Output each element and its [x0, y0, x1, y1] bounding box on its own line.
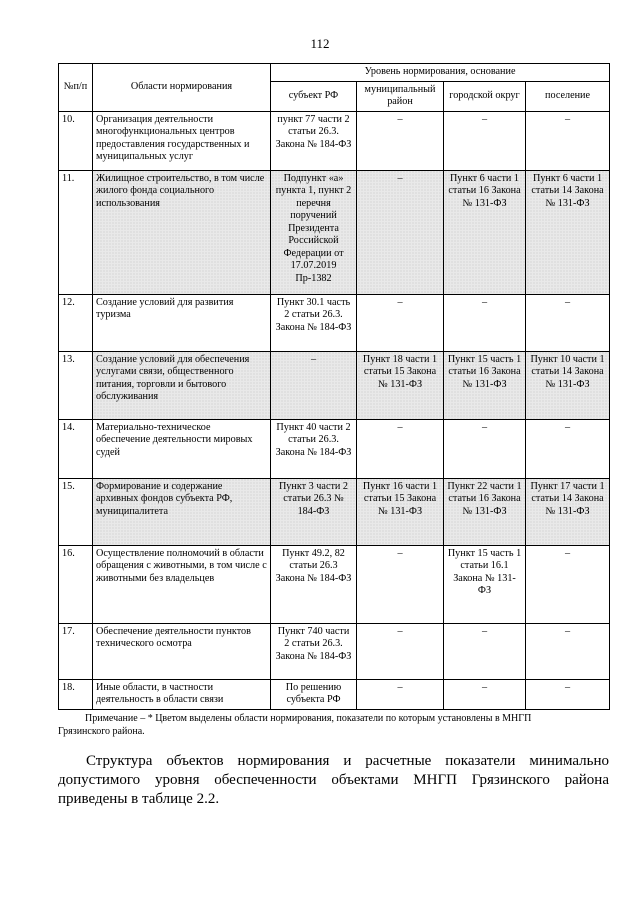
cell-settlement: – — [526, 419, 610, 478]
cell-municipal: Пункт 16 части 1 статьи 15 Закона № 131-ФЗ — [357, 478, 444, 545]
cell-num: 13. — [59, 351, 93, 419]
cell-municipal: – — [357, 623, 444, 679]
cell-area: Формирование и содержание архивных фондов субъекта РФ, муниципалитета — [93, 478, 271, 545]
cell-settlement: Пункт 10 части 1 статьи 14 Закона № 131-ФЗ — [526, 351, 610, 419]
cell-subject: пункт 77 части 2 статьи 26.3. Закона № 184-ФЗ — [271, 111, 357, 170]
header-level: Уровень нормирования, основание — [271, 64, 610, 82]
cell-subject: Пункт 30.1 часть 2 статьи 26.3. Закона № 184-ФЗ — [271, 294, 357, 351]
cell-area: Организация деятельности многофункциональных центров предоставления государственных и муниципальных услуг — [93, 111, 271, 170]
cell-settlement: – — [526, 623, 610, 679]
cell-num: 17. — [59, 623, 93, 679]
table-row — [59, 419, 610, 478]
cell-municipal: – — [357, 679, 444, 709]
table-row — [59, 545, 610, 623]
header-city: городской округ — [444, 81, 526, 111]
normalization-table — [58, 63, 610, 710]
cell-city: – — [444, 679, 526, 709]
cell-municipal: – — [357, 545, 444, 623]
cell-area: Обеспечение деятельности пунктов технического осмотра — [93, 623, 271, 679]
cell-area: Создание условий для обеспечения услугами связи, общественного питания, торговли и бытового обслуживания — [93, 351, 271, 419]
cell-subject: По решению субъекта РФ — [271, 679, 357, 709]
cell-subject: – — [271, 351, 357, 419]
cell-municipal: Пункт 18 части 1 статьи 15 Закона № 131-ФЗ — [357, 351, 444, 419]
cell-num: 11. — [59, 170, 93, 294]
header-subject: субъект РФ — [271, 81, 357, 111]
cell-num: 16. — [59, 545, 93, 623]
cell-settlement: – — [526, 294, 610, 351]
table-row — [59, 623, 610, 679]
cell-area: Осуществление полномочий в области обращения с животными, в том числе с животными без владельцев — [93, 545, 271, 623]
header-area: Области нормирования — [93, 64, 271, 112]
cell-area: Жилищное строительство, в том числе жилого фонда социального использования — [93, 170, 271, 294]
cell-num: 12. — [59, 294, 93, 351]
header-num: №п/п — [59, 64, 93, 112]
cell-subject: Пункт 3 части 2 статьи 26.3 № 184-ФЗ — [271, 478, 357, 545]
cell-city: Пункт 15 часть 1 статьи 16.1 Закона № 131-ФЗ — [444, 545, 526, 623]
cell-num: 10. — [59, 111, 93, 170]
table-row — [59, 294, 610, 351]
table-row — [59, 351, 610, 419]
header-municipal: муниципальный район — [357, 81, 444, 111]
cell-city: Пункт 22 части 1 статьи 16 Закона № 131-ФЗ — [444, 478, 526, 545]
cell-num: 18. — [59, 679, 93, 709]
cell-subject: Пункт 40 части 2 статьи 26.3. Закона № 184-ФЗ — [271, 419, 357, 478]
cell-area: Материально-техническое обеспечение деятельности мировых судей — [93, 419, 271, 478]
cell-settlement: – — [526, 679, 610, 709]
cell-city: – — [444, 111, 526, 170]
cell-settlement: Пункт 6 части 1 статьи 14 Закона № 131-ФЗ — [526, 170, 610, 294]
cell-city: – — [444, 419, 526, 478]
cell-municipal: – — [357, 170, 444, 294]
cell-settlement: – — [526, 111, 610, 170]
table-note-continuation: Грязинского района. — [58, 726, 145, 737]
cell-municipal: – — [357, 111, 444, 170]
table-row — [59, 170, 610, 294]
cell-settlement: Пункт 17 части 1 статьи 14 Закона № 131-ФЗ — [526, 478, 610, 545]
table-body — [59, 111, 610, 709]
table-row — [59, 679, 610, 709]
cell-num: 15. — [59, 478, 93, 545]
cell-subject: Пункт 49.2, 82 статьи 26.3 Закона № 184-ФЗ — [271, 545, 357, 623]
cell-municipal: – — [357, 419, 444, 478]
cell-city: – — [444, 294, 526, 351]
table-row — [59, 478, 610, 545]
page-number: 112 — [310, 36, 330, 51]
body-paragraph: Структура объектов нормирования и расчетные показатели минимально допустимого уровня обеспеченности объектами МНГП Грязинского района приведены в таблице 2.2. — [58, 753, 609, 807]
cell-area: Создание условий для развития туризма — [93, 294, 271, 351]
cell-settlement: – — [526, 545, 610, 623]
cell-city: Пункт 6 части 1 статьи 16 Закона № 131-ФЗ — [444, 170, 526, 294]
cell-num: 14. — [59, 419, 93, 478]
cell-subject: Подпункт «а» пункта 1, пункт 2 перечня поручений Президента Российской Федерации от 17.07.2019 Пр-1382 — [271, 170, 357, 294]
cell-city: – — [444, 623, 526, 679]
cell-area: Иные области, в частности деятельность в области связи — [93, 679, 271, 709]
cell-municipal: – — [357, 294, 444, 351]
header-settlement: поселение — [526, 81, 610, 111]
cell-city: Пункт 15 часть 1 статьи 16 Закона № 131-ФЗ — [444, 351, 526, 419]
table-row — [59, 111, 610, 170]
table-note: Примечание – * Цветом выделены области нормирования, показатели по которым установлены в МНГП — [85, 713, 532, 724]
cell-subject: Пункт 740 части 2 статьи 26.3. Закона № 184-ФЗ — [271, 623, 357, 679]
